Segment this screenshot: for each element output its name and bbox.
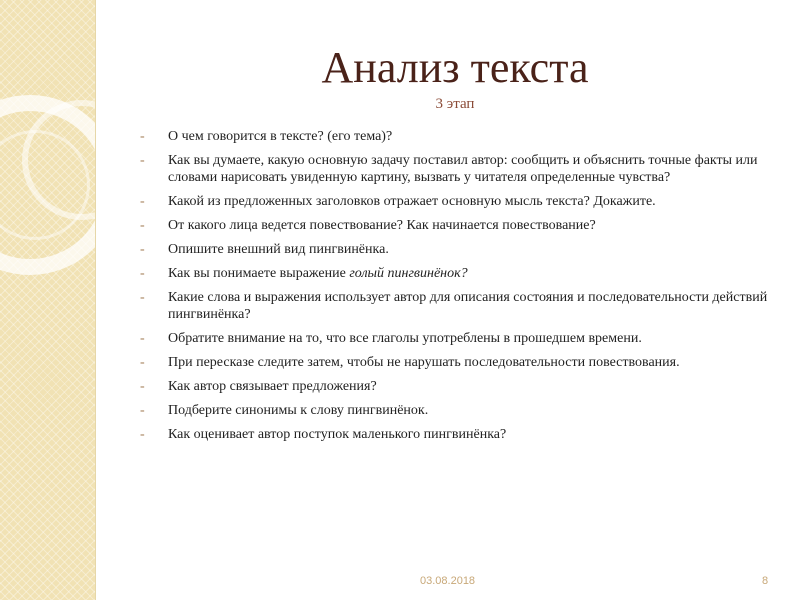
list-item (140, 354, 780, 371)
list-item-text: Какие слова и выражения использует автор для описания состояния и последовательности действий пингвинёнка? (168, 290, 768, 322)
list-item-text: Как оценивает автор поступок маленького пингвинёнка? (168, 427, 507, 442)
list-item (140, 330, 780, 347)
side-divider (95, 0, 102, 600)
list-item-text: Как вы понимаете выражение (168, 266, 350, 281)
bullet-dash-icon: - (140, 331, 145, 346)
bullet-dash-icon: - (140, 129, 145, 144)
list-item-text: О чем говорится в тексте? (его тема)? (168, 129, 393, 144)
list-item-text: От какого лица ведется повествование? Как начинается повествование? (168, 218, 596, 233)
list-item (140, 241, 780, 258)
bullet-dash-icon: - (140, 427, 145, 442)
footer-page-number: 8 (762, 575, 769, 587)
list-item-text: При пересказе следите затем, чтобы не нарушать последовательности повествования. (168, 355, 680, 370)
bullet-dash-icon: - (140, 379, 145, 394)
list-item (140, 378, 780, 395)
footer-date: 03.08.2018 (420, 575, 476, 587)
list-item-text: Опишите внешний вид пингвинёнка. (168, 242, 389, 257)
bullet-dash-icon: - (140, 218, 145, 233)
list-item (140, 265, 780, 282)
list-item (140, 193, 780, 210)
decorative-side-panel (0, 0, 95, 600)
list-item-text: Как автор связывает предложения? (168, 379, 377, 394)
list-item (140, 402, 780, 419)
list-item (140, 289, 780, 323)
slide-subtitle: 3 этап (435, 96, 475, 112)
list-item (140, 217, 780, 234)
bullet-dash-icon: - (140, 355, 145, 370)
list-item-text: Какой из предложенных заголовков отражает основную мысль текста? Докажите. (168, 194, 656, 209)
bullet-dash-icon: - (140, 194, 145, 209)
list-item (140, 128, 780, 145)
bullet-dash-icon: - (140, 403, 145, 418)
list-item (140, 426, 780, 443)
bullet-dash-icon: - (140, 290, 145, 305)
question-list (140, 128, 780, 450)
list-item-text: Обратите внимание на то, что все глаголы употреблены в прошедшем времени. (168, 331, 642, 346)
list-item (140, 152, 780, 186)
slide-title: Анализ текста (321, 43, 589, 92)
bullet-dash-icon: - (140, 266, 145, 281)
list-item-text: Как вы думаете, какую основную задачу поставил автор: сообщить и объяснить точные факты или словами нарисовать увиденную картину, вызвать у читателя определенные чувства? (168, 153, 758, 185)
bullet-dash-icon: - (140, 153, 145, 168)
list-item-italic-phrase: голый пингвинёнок? (349, 266, 468, 281)
list-item-text: Подберите синонимы к слову пингвинёнок. (168, 403, 429, 418)
bullet-dash-icon: - (140, 242, 145, 257)
